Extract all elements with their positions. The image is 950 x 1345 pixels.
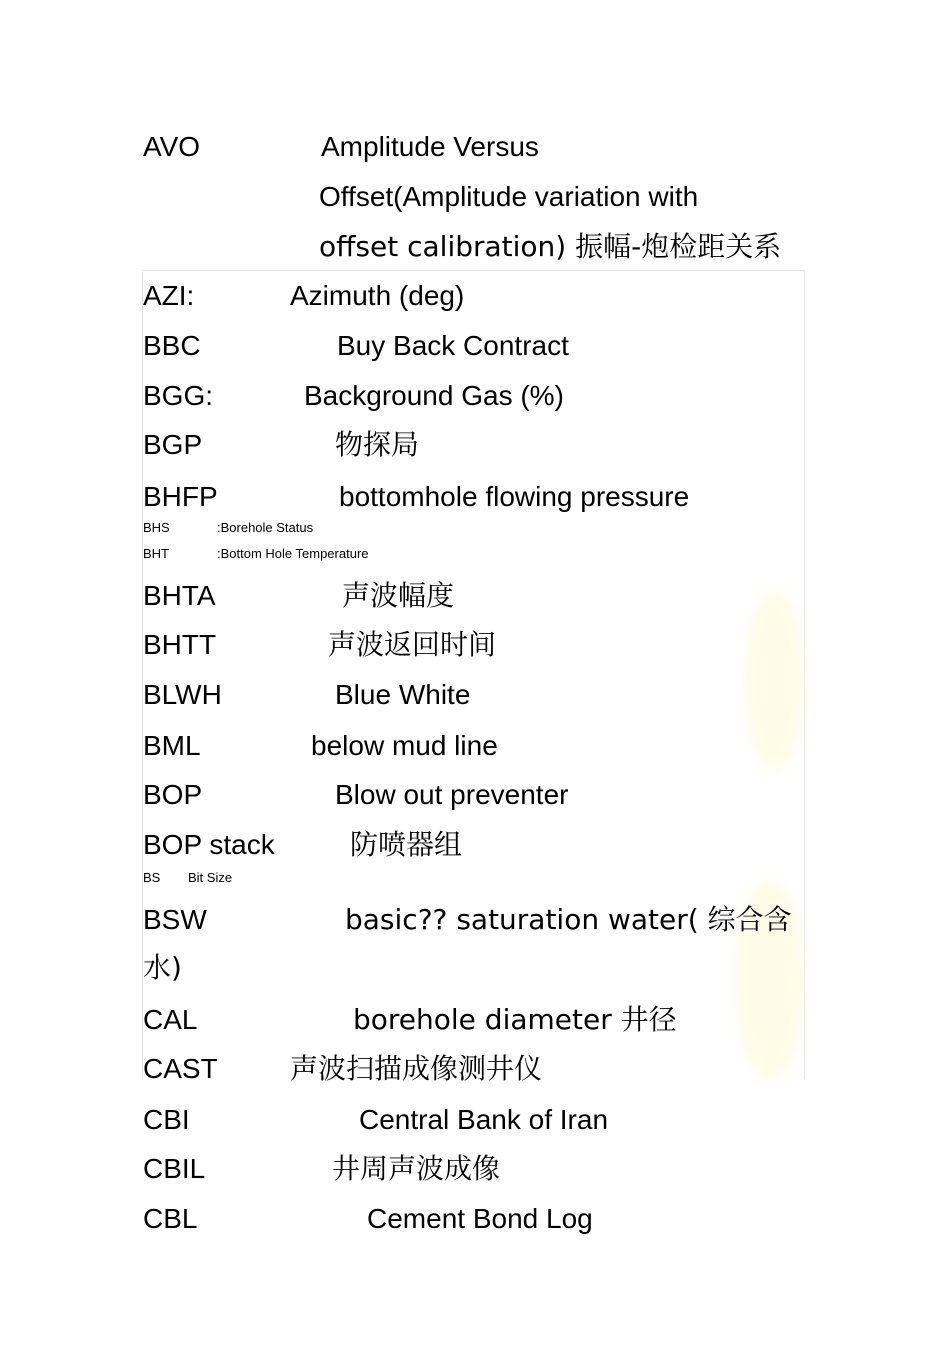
entry-abbr: BOP stack <box>143 829 275 860</box>
entry-definition: 声波返回时间 <box>328 628 497 661</box>
entry-abbr: CAL <box>143 1004 198 1035</box>
entry-definition-continued: 水) <box>143 951 182 984</box>
entry-abbr: BLWH <box>143 679 222 710</box>
entry-definition: borehole diameter 井径 <box>353 1003 677 1036</box>
entry-abbr: BHS <box>143 520 170 535</box>
entry-abbr: CBI <box>143 1104 190 1135</box>
entry-definition: Buy Back Contract <box>337 330 569 361</box>
entry-abbr: BS <box>143 870 161 885</box>
entry-abbr: BGP <box>143 429 203 460</box>
entry-definition: :Borehole Status <box>217 520 314 535</box>
entry-definition: Bit Size <box>188 870 233 885</box>
entry-abbr: BML <box>143 730 201 761</box>
entry-abbr: BHTT <box>143 629 217 660</box>
entry-abbr: CBIL <box>143 1153 206 1184</box>
entry-definition: Blue White <box>335 679 471 710</box>
entry-abbr: BSW <box>143 904 207 935</box>
entry-definition: 井周声波成像 <box>332 1152 501 1185</box>
entry-definition: below mud line <box>311 730 498 761</box>
entry-abbr: CBL <box>143 1203 198 1234</box>
entry-abbr: AZI: <box>143 280 195 311</box>
entry-definition: basic?? saturation water( 综合含 <box>345 903 792 936</box>
entry-definition: 声波幅度 <box>342 579 455 612</box>
entry-definition: Cement Bond Log <box>367 1203 593 1234</box>
entry-definition: Amplitude Versus <box>321 131 539 162</box>
entry-definition: Offset(Amplitude variation with <box>319 181 699 212</box>
entry-definition: 防喷器组 <box>350 828 463 861</box>
entry-abbr: AVO <box>143 131 201 162</box>
entry-definition: Central Bank of Iran <box>359 1104 609 1135</box>
entry-abbr: BHT <box>143 546 169 561</box>
background-tint <box>745 590 805 770</box>
entry-definition: Blow out preventer <box>335 779 569 810</box>
entry-definition: Azimuth (deg) <box>290 280 465 311</box>
entry-definition: :Bottom Hole Temperature <box>217 546 369 561</box>
entry-abbr: BBC <box>143 330 201 361</box>
entry-abbr: BHTA <box>143 580 216 611</box>
entry-abbr: BHFP <box>143 481 218 512</box>
entry-definition: Background Gas (%) <box>304 380 564 411</box>
entry-definition: offset calibration) 振幅-炮检距关系 <box>319 230 782 263</box>
entry-abbr: CAST <box>143 1053 218 1084</box>
entry-definition: 声波扫描成像测井仪 <box>290 1052 543 1085</box>
entry-definition: 物探局 <box>335 428 420 461</box>
entry-abbr: BGG: <box>143 380 214 411</box>
entry-abbr: BOP <box>143 779 203 810</box>
entry-definition: bottomhole flowing pressure <box>339 481 690 512</box>
